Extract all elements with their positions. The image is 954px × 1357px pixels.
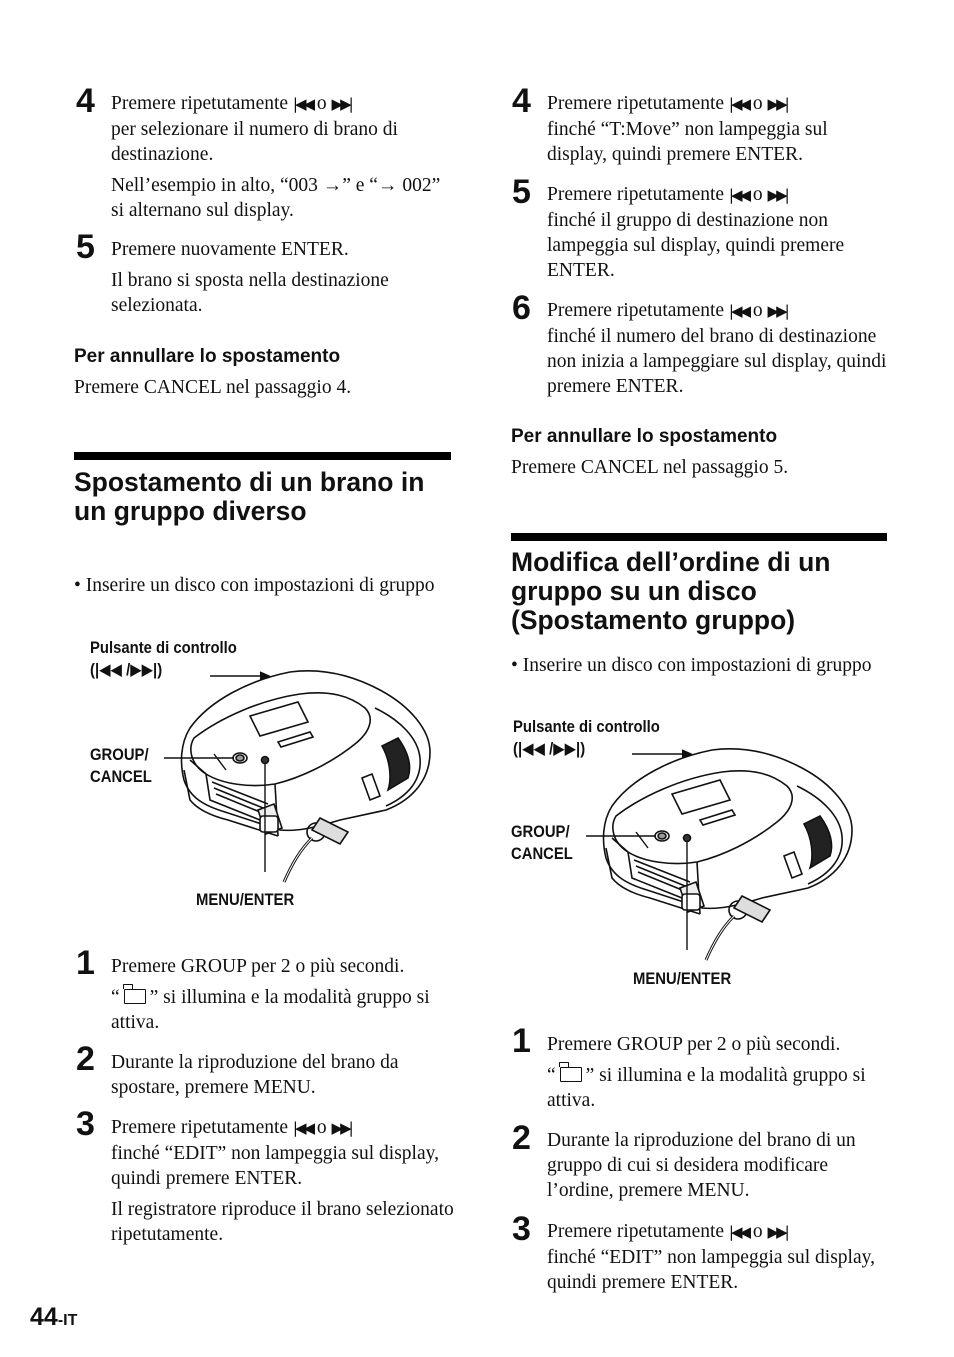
figure-label: CANCEL	[90, 768, 152, 786]
prev-track-icon: |◀◀	[292, 1119, 313, 1137]
figure-label: Pulsante di controllo	[90, 639, 237, 657]
step-text: Durante la riproduzione del brano di un gruppo di cui si desidera modificare l’ordine, premere MENU.	[547, 1130, 856, 1201]
step-number: 2	[512, 1119, 531, 1157]
next-track-icon: ▶▶|	[331, 95, 351, 113]
step-note: Il registratore riproduce il brano selezionato ripetutamente.	[111, 1199, 454, 1245]
section-title: Spostamento di un brano in un gruppo diverso	[74, 467, 425, 526]
step-number: 5	[512, 173, 531, 211]
subheading: Per annullare lo spostamento	[74, 346, 341, 367]
step-text: Premere ripetutamente |◀◀ o ▶▶| per selezionare il numero di brano di destinazione. Nell’esempio in alto, “003 →” e “→ 002” si alternano sul display.	[111, 91, 456, 223]
folder-icon	[124, 989, 146, 1004]
bullet-item: • Inserire un disco con impostazioni di gruppo	[511, 655, 872, 676]
figure-label: (|◀◀ /▶▶|)	[513, 740, 586, 758]
step-note: Nell’esempio in alto, “003 →” e “→ 002” si alternano sul display.	[111, 175, 441, 221]
md-player-illustration	[150, 660, 440, 890]
step-number: 3	[76, 1105, 95, 1143]
section-rule	[511, 533, 887, 541]
step-number: 2	[76, 1040, 95, 1078]
step-number: 3	[512, 1210, 531, 1248]
figure-label: MENU/ENTER	[196, 891, 295, 909]
section-rule	[74, 452, 451, 460]
next-track-icon: ▶▶|	[767, 186, 787, 204]
step-text: Premere nuovamente ENTER. Il brano si sposta nella destinazione selezionata.	[111, 237, 456, 318]
step-number: 4	[512, 82, 531, 120]
next-track-icon: ▶▶|	[767, 95, 787, 113]
prev-track-icon: |◀◀	[728, 302, 749, 320]
step-text: Durante la riproduzione del brano da spostare, premere MENU.	[111, 1052, 399, 1098]
step-note: Il brano si sposta nella destinazione selezionata.	[111, 270, 389, 316]
prev-track-icon: |◀◀	[728, 1223, 749, 1241]
step-text: Premere ripetutamente |◀◀ o ▶▶| finché “EDIT” non lampeggia sul display, quindi premere ENTER.	[547, 1221, 875, 1293]
prev-track-icon: |◀◀	[292, 95, 313, 113]
step-number: 4	[76, 82, 95, 120]
step-number: 1	[512, 1022, 531, 1060]
folder-icon	[560, 1067, 582, 1082]
prev-track-icon: |◀◀	[728, 186, 749, 204]
figure-label: GROUP/	[511, 823, 570, 841]
figure-label: GROUP/	[90, 746, 149, 764]
prev-track-icon: |◀◀	[728, 95, 749, 113]
md-player-illustration	[572, 738, 862, 968]
figure-label: CANCEL	[511, 845, 573, 863]
body-text: Premere CANCEL nel passaggio 5.	[511, 457, 789, 478]
next-track-icon: ▶▶|	[767, 302, 787, 320]
next-track-icon: ▶▶|	[767, 1223, 787, 1241]
bullet-item: • Inserire un disco con impostazioni di gruppo	[74, 575, 435, 596]
subheading: Per annullare lo spostamento	[511, 426, 778, 447]
step-text: Premere ripetutamente |◀◀ o ▶▶| finché “T:Move” non lampeggia sul display, quindi premere ENTER.	[547, 93, 828, 165]
step-text: Premere ripetutamente |◀◀ o ▶▶| finché il numero del brano di destinazione non inizia a lampeggiare sul display, quindi premere ENTER.	[547, 300, 887, 397]
page-number: 44-IT	[30, 1303, 78, 1331]
step-text: Premere ripetutamente |◀◀ o ▶▶| finché il gruppo di destinazione non lampeggia sul display, quindi premere ENTER.	[547, 184, 845, 281]
figure-label: (|◀◀ /▶▶|)	[90, 661, 163, 679]
step-text: Premere GROUP per 2 o più secondi. “ ” si illumina e la modalità gruppo si attiva.	[547, 1034, 866, 1111]
step-number: 6	[512, 289, 531, 327]
figure-label: Pulsante di controllo	[513, 718, 660, 736]
step-text: Premere ripetutamente |◀◀ o ▶▶| finché “EDIT” non lampeggia sul display, quindi premere ENTER. Il registratore riproduce il brano selezionato ripetutamente.	[111, 1115, 456, 1247]
section-title: Modifica dell’ordine di un gruppo su un disco (Spostamento gruppo)	[511, 547, 831, 635]
step-text: Premere GROUP per 2 o più secondi. “ ” si illumina e la modalità gruppo si attiva.	[111, 956, 430, 1033]
step-number: 5	[76, 228, 95, 266]
next-track-icon: ▶▶|	[331, 1119, 351, 1137]
step-number: 1	[76, 944, 95, 982]
body-text: Premere CANCEL nel passaggio 4.	[74, 377, 352, 398]
figure-label: MENU/ENTER	[633, 970, 732, 988]
